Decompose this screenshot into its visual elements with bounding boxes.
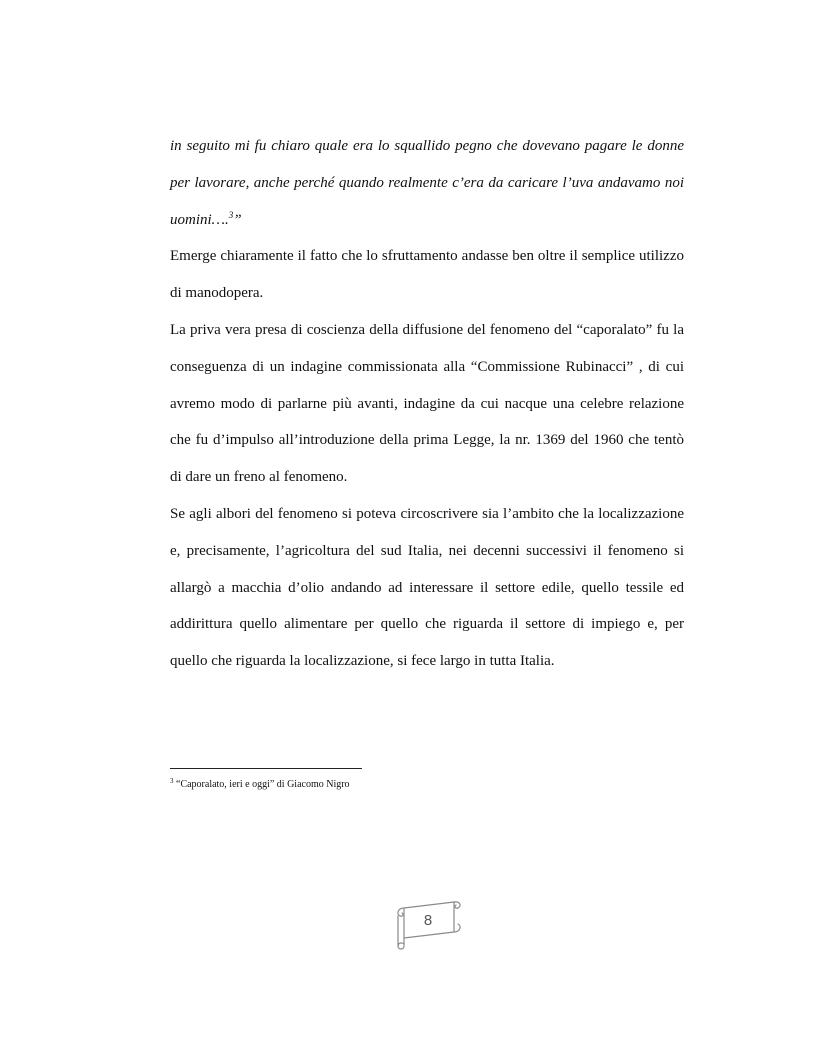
body-text — [170, 128, 684, 680]
paragraph-1: Emerge chiaramente il fatto che lo sfruttamento andasse ben oltre il semplice utilizzo di manodopera. — [170, 248, 684, 302]
page-number: 8 — [423, 912, 433, 929]
paragraph-3: Se agli albori del fenomeno si poteva circoscrivere sia l’ambito che la localizzazione e, precisamente, l’agricoltura del sud Italia, nei decenni successivi il fenomeno si allargò a macchia d’olio andando ad interessare il settore edile, quello tessile ed addirittura quello alimentare per quello che riguarda il settore di impiego e, per quello che riguarda la localizzazione, si fece largo in tutta Italia. — [170, 505, 684, 670]
footnote — [170, 779, 350, 791]
footnote-text: “Caporalato, ieri e oggi” di Giacomo Nigro — [176, 779, 350, 790]
page-number-scroll — [390, 896, 464, 952]
quote-footnote-ref[interactable]: 3 — [228, 209, 234, 220]
footnote-separator — [170, 768, 362, 769]
quote-text: in seguito mi fu chiaro quale era lo squallido pegno che dovevano pagare le donne per lavorare, anche perché quando realmente c’era da caricare l’uva andavamo noi uomini…. — [170, 138, 684, 228]
quote-paragraph — [170, 128, 684, 238]
quote-close: ” — [233, 211, 242, 228]
footnote-number: 3 — [170, 777, 174, 785]
paragraph-2: La priva vera presa di coscienza della diffusione del fenomeno del “caporalato” fu la conseguenza di un indagine commissionata alla “Commissione Rubinacci” , di cui avremo modo di parlarne più avanti, indagine da cui nacque una celebre relazione che fu d’impulso all’introduzione della prima Legge, la nr. 1369 del 1960 che tentò di dare un freno al fenomeno. — [170, 321, 684, 486]
